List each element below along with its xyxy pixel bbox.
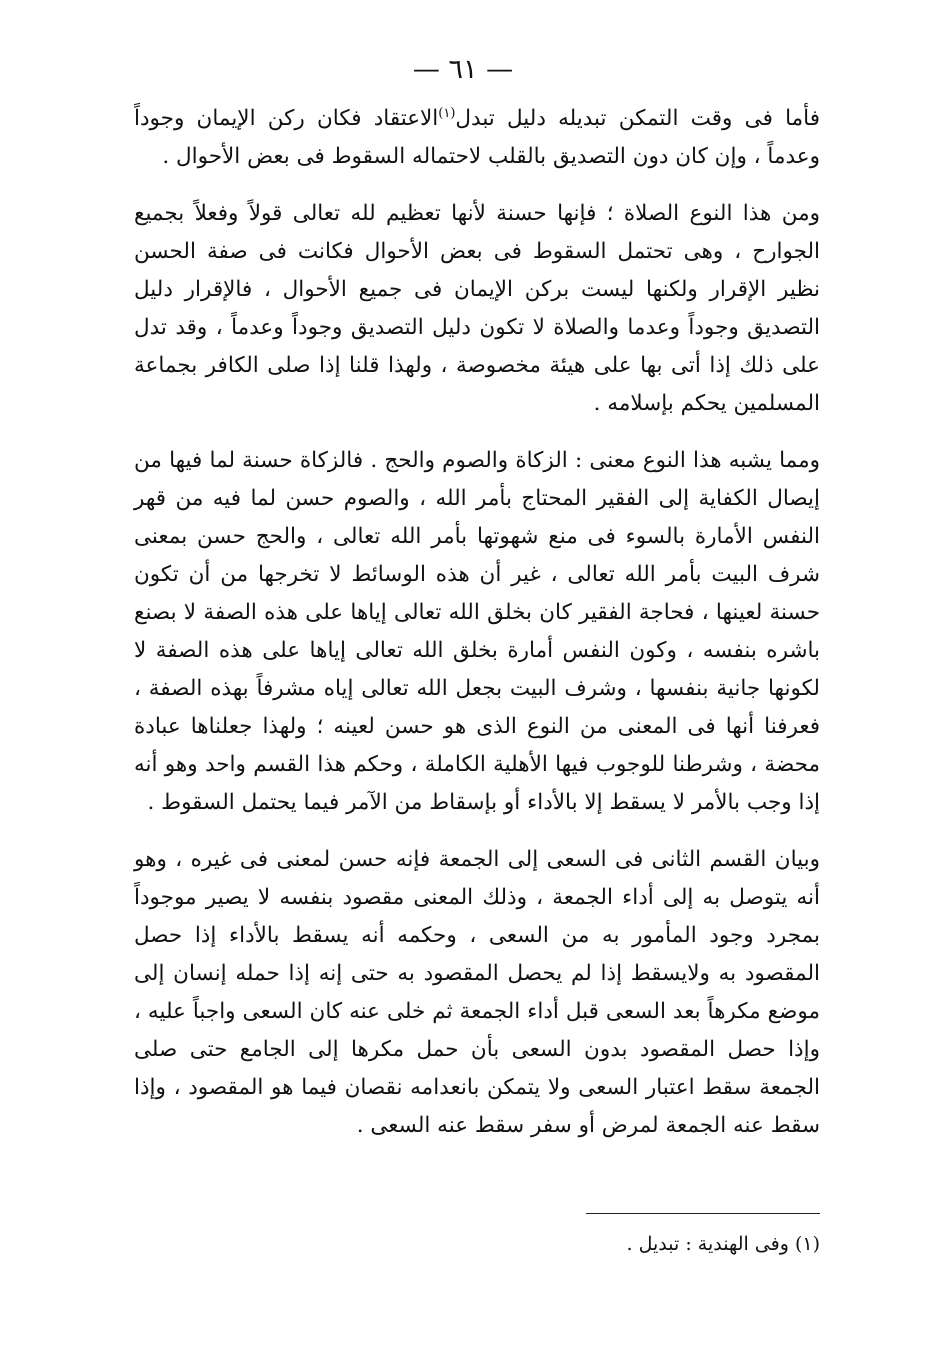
footnote-marker: (١) [438, 105, 456, 121]
paragraph-3: ومما يشبه هذا النوع معنى : الزكاة والصوم والحج . فالزكاة حسنة لما فيها من إيصال الكفاية إلى الفقير المحتاج بأمر الله ، والصوم حسن لما فيه من قهر النفس الأمارة بالسوء فى منع شهوتها بأمر الله تعالى ، والحج حسن بمعنى شرف البيت بأمر الله تعالى ، غير أن هذه الوسائط لا تخرجها من أن تكون حسنة لعينها ، فحاجة الفقير كان بخلق الله تعالى إياها على هذه الصفة لا بصنع باشره بنفسه ، وكون النفس أمارة بخلق الله تعالى إياها على هذه الصفة لا لكونها جانية بنفسها ، وشرف البيت بجعل الله تعالى إياه مشرفاً بهذه الصفة ، فعرفنا أنها فى المعنى من النوع الذى هو حسن لعينه ؛ ولهذا جعلناها عبادة محضة ، وشرطنا للوجوب فيها الأهلية الكاملة ، وحكم هذا القسم واحد وهو أنه إذا وجب بالأمر لا يسقط إلا بالأداء أو بإسقاط من الآمر فيما يحتمل السقوط . [134, 448, 820, 815]
page-body [134, 100, 820, 1145]
page-number: — ٦١ — [412, 54, 514, 85]
paragraph-1-text-a: فأما فى وقت التمكن تبديله دليل تبدل [455, 106, 820, 131]
paragraph-2: ومن هذا النوع الصلاة ؛ فإنها حسنة لأنها تعظيم لله تعالى قولاً وفعلاً بجميع الجوارح ، وهى تحتمل السقوط فى بعض الأحوال فكانت فى صفة الحسن نظير الإقرار ولكنها ليست بركن الإيمان فى جميع الأحوال ، فالإقرار دليل التصديق وجوداً وعدما والصلاة لا تكون دليل التصديق وجوداً وعدماً ، وقد تدل على ذلك إذا أتى بها على هيئة مخصوصة ، ولهذا قلنا إذا صلى الكافر بجماعة المسلمين يحكم بإسلامه . [134, 201, 820, 416]
paragraph-1 [134, 100, 820, 176]
footnote-divider [586, 1213, 820, 1214]
paragraph-4: وبيان القسم الثانى فى السعى إلى الجمعة فإنه حسن لمعنى فى غيره ، وهو أنه يتوصل به إلى أداء الجمعة ، وذلك المعنى مقصود بنفسه لا يصير موجوداً بمجرد وجود المأمور به من السعى ، وحكمه أنه يسقط بالأداء إذا حصل المقصود به ولايسقط إذا لم يحصل المقصود به حتى إنه إذا حمله إنسان إلى موضع مكرهاً بعد السعى قبل أداء الجمعة ثم خلى عنه كان السعى واجباً عليه ، وإذا حصل المقصود بدون السعى بأن حمل مكرها إلى الجامع حتى صلى الجمعة سقط اعتبار السعى ولا يتمكن بانعدامه نقصان فيما هو المقصود ، وإذا سقط عنه الجمعة لمرض أو سفر سقط عنه السعى . [134, 847, 820, 1138]
footnote: (١) وفى الهندية : تبديل . [626, 1233, 820, 1255]
paragraph-1-text-b: الاعتقاد فكان ركن الإيمان وجوداً وعدماً ، وإن كان دون التصديق بالقلب لاحتماله السقوط فى بعض الأحوال . [134, 106, 820, 169]
